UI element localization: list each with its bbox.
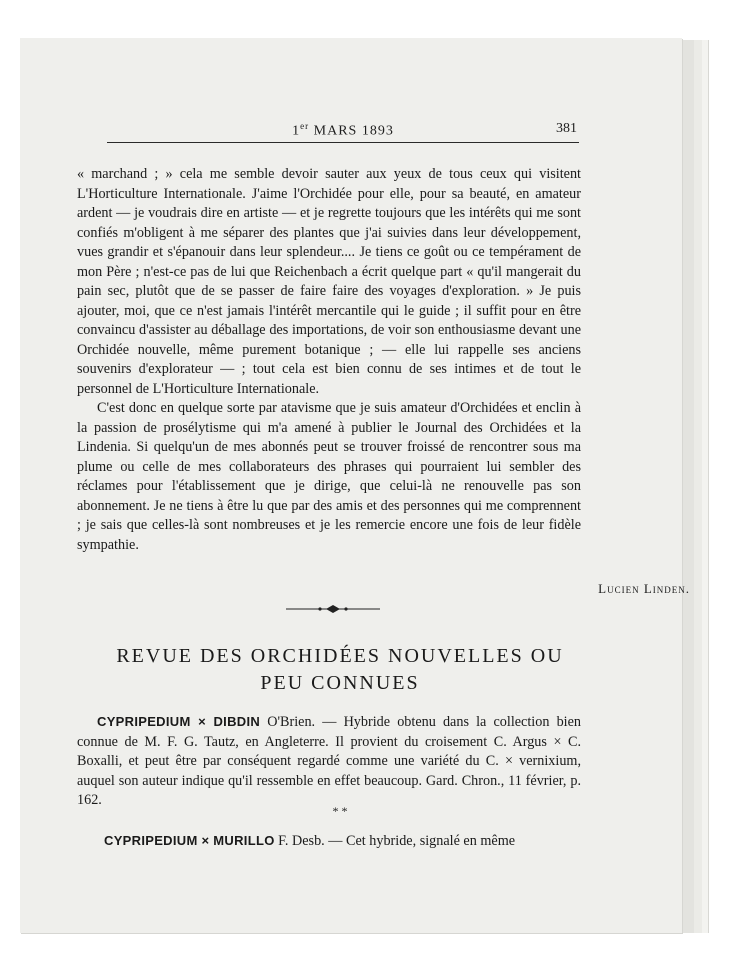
page-number: 381	[556, 121, 577, 136]
section-title-continued: PEU CONNUES	[260, 672, 420, 694]
paragraph-2: C'est donc en quelque sorte par atavisme que je suis amateur d'Orchidées et enclin à la passion de prosélytisme qui m'a amené à publier le Journal des Orchidées et la Lindenia. Si quelqu'un de mes abonnés peut se trouver froissé de rencontrer sous ma plume ou celle de mes collaborateurs des phrases qui pourraient lui sembler des réclames pour l'établissement que je dirige, que celui-là ne renouvelle pas son abonnement. Je ne tiens à être lu que par des amis et des personnes qui me comprennent ; je sais que celles-là sont nombreuses et je les remercie encore une fois de leur fidèle sympathie.	[77, 400, 581, 553]
entry-text: — Cet hybride, signalé en même	[324, 833, 516, 849]
paragraph-1: « marchand ; » cela me semble devoir sauter aux yeux de tous ceux qui visitent L'Horticulture Internationale. J'aime l'Orchidée pour elle, pour sa beauté, en amateur ardent — je voudrais dire en artiste — et je regrette toujours que les intérêts qui me sont confiés m'obligent à me séparer des plantes que j'ai suivies dans leur développement, vues grandir et s'épanouir dans leur splendeur.... Je tiens ce goût ou ce tempérament de mon Père ; n'est-ce pas de lui que Reichenbach a écrit quelque part « qu'il mangerait du pain sec, plutôt que de se passer de faire faire des voyages d'exploration. » Je puis ajouter, moi, que ce n'est jamais l'intérêt mercantile qui le guide ; il suffit pour en être convaincu d'assister au déballage des importations, de voir son enthousiasme devant une Orchidée nouvelle, même purement botanique ; — elle lui rappelle ses anciens souvenirs d'explorateur — ; tout cela est bien connu de ses intimes et de tout le personnel de L'Horticulture Internationale.	[77, 166, 581, 397]
entry-author: F. Desb.	[274, 833, 325, 849]
page-edge	[702, 40, 709, 933]
entry-name: CYPRIPEDIUM × DIBDIN	[97, 714, 261, 729]
entry-author: O'Brien.	[260, 714, 316, 730]
signature: Lucien Linden.	[598, 581, 690, 596]
entry-paragraph	[77, 712, 581, 811]
entry-text: — Hybride obtenu dans la collection bien connue de M. F. G. Tautz, en Angleterre. Il provient du croisement C. Argus × C. Boxalli, et peut être par conséquent regardé comme une variété du C. × vernixium, auquel son auteur indique qu'il ressemble en effet beaucoup. Gard. Chron., 11 février, p. 162.	[77, 714, 581, 808]
entry-cypripedium-murillo	[104, 831, 582, 852]
section-title: REVUE DES ORCHIDÉES NOUVELLES OU	[116, 645, 564, 667]
date-day: 1	[292, 123, 301, 139]
body-text	[77, 165, 581, 555]
running-head	[107, 118, 579, 142]
date-superscript: er	[300, 121, 310, 131]
entry-cypripedium-dibdin	[77, 712, 581, 811]
ornament-divider	[286, 603, 380, 615]
header-rule	[107, 142, 579, 143]
running-head-date	[107, 121, 579, 140]
entry-name: CYPRIPEDIUM × MURILLO	[104, 833, 275, 848]
asterism: * *	[332, 804, 348, 818]
date-month-year: MARS 1893	[309, 123, 394, 139]
